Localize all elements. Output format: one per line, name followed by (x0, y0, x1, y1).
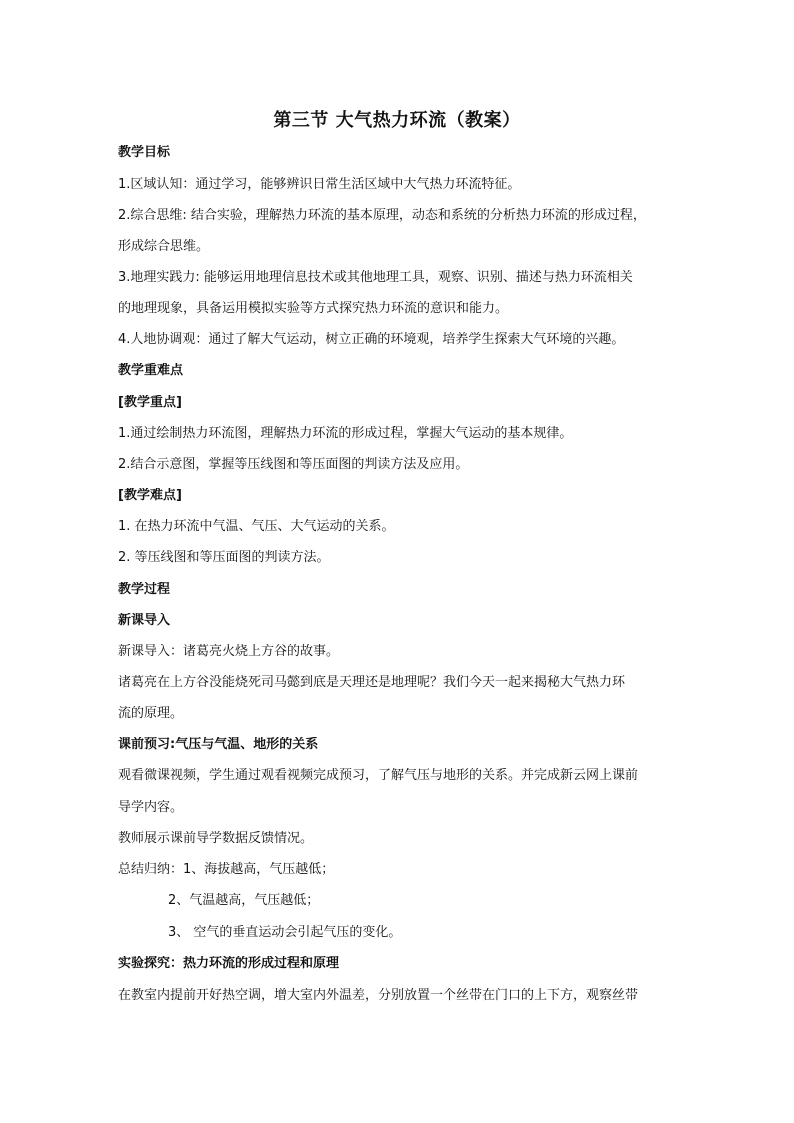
heading-process: 教学过程 (118, 582, 171, 597)
paragraph-line: 在教室内提前开好热空调，增大室内外温差，分别放置一个丝带在门口的上下方，观察丝带 (118, 988, 639, 1003)
paragraph-line: 1. 在热力环流中气温、气压、大气运动的关系。 (118, 519, 395, 534)
paragraph-line: 4.人地协调观：通过了解大气运动，树立正确的环境观，培养学生探索大气环境的兴趣。 (118, 332, 625, 347)
paragraph-line: 的地理现象，具备运用模拟实验等方式探究热力环流的意识和能力。 (118, 301, 509, 316)
paragraph-line: 观看微课视频，学生通过观看视频完成预习，了解气压与地形的关系。并完成新云网上课前 (118, 768, 639, 783)
document-title: 第三节 大气热力环流（教案） (273, 110, 521, 131)
paragraph-line: 形成综合思维。 (118, 239, 210, 254)
paragraph-line: 2. 等压线图和等压面图的判读方法。 (118, 550, 330, 565)
paragraph-line: 流的原理。 (118, 706, 184, 721)
summary-line: 3、 空气的垂直运动会引起气压的变化。 (168, 925, 402, 940)
paragraph-line: 2.结合示意图，掌握等压线图和等压面图的判读方法及应用。 (118, 457, 469, 472)
paragraph-line: 1.区域认知：通过学习，能够辨识日常生活区域中大气热力环流特征。 (118, 177, 521, 192)
paragraph-line: 诸葛亮在上方谷没能烧死司马懿到底是天理还是地理呢？我们今天一起来揭秘大气热力环 (118, 675, 626, 690)
paragraph-line: 导学内容。 (118, 800, 184, 815)
heading-teaching-goals: 教学目标 (118, 145, 171, 160)
summary-line: 总结归纳：1、海拔越高，气压越低； (118, 862, 335, 877)
summary-line: 2、气温越高，气压越低； (168, 893, 320, 908)
paragraph-line: 新课导入：诸葛亮火烧上方谷的故事。 (118, 644, 340, 659)
heading-intro: 新课导入 (118, 613, 171, 628)
paragraph-line: 教师展示课前导学数据反馈情况。 (118, 831, 314, 846)
subheading-focus: [教学重点] (118, 395, 182, 410)
paragraph-line: 3.地理实践力: 能够运用地理信息技术或其他地理工具，观察、识别、描述与热力环流相关 (118, 270, 633, 285)
subheading-difficulty: [教学难点] (118, 488, 182, 503)
heading-key-points: 教学重难点 (118, 363, 184, 378)
heading-preview: 课前预习:气压与气温、地形的关系 (118, 737, 319, 752)
paragraph-line: 2.综合思维: 结合实验，理解热力环流的基本原理，动态和系统的分析热力环流的形成过程， (118, 208, 646, 223)
heading-experiment: 实验探究：热力环流的形成过程和原理 (118, 956, 340, 971)
paragraph-line: 1.通过绘制热力环流图，理解热力环流的形成过程，掌握大气运动的基本规律。 (118, 426, 573, 441)
